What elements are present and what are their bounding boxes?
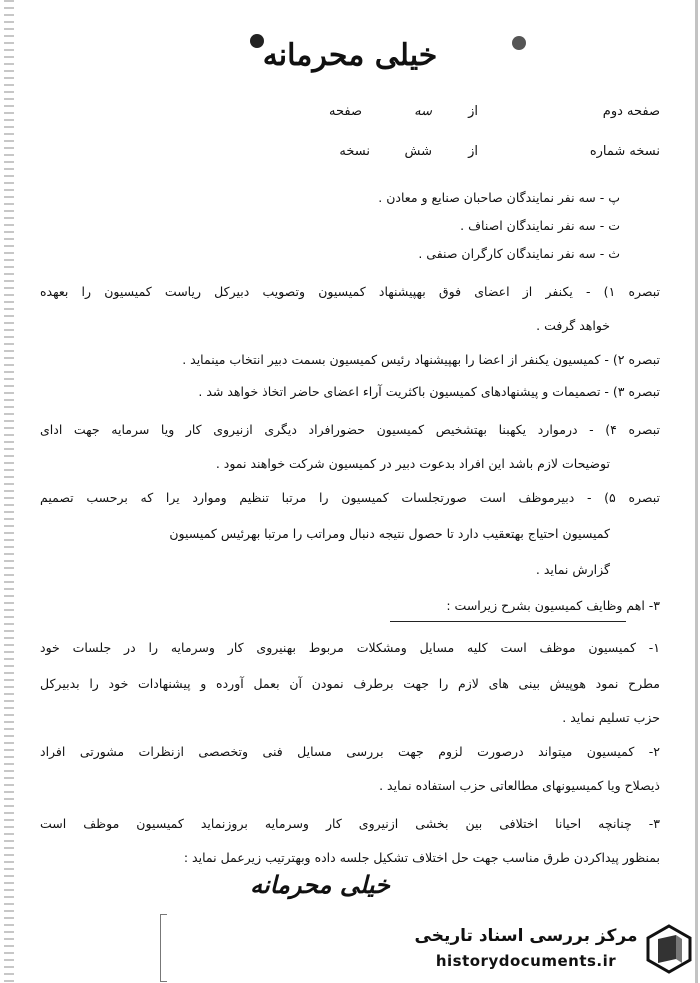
archive-logo-icon — [646, 924, 692, 974]
copy-unit: نسخه — [339, 144, 370, 159]
page-total: سه — [414, 104, 432, 119]
list-item: ث - سه نفر نمایندگان کارگران صنفی . — [418, 246, 620, 261]
page-unit: صفحه — [329, 104, 362, 119]
page-label: صفحه دوم — [602, 104, 660, 119]
duty-2-line-1: ۲- کمیسیون میتواند درصورت لزوم جهت بررسی مسایل فنی وتخصصی ازنظرات مشورتی افراد — [40, 744, 660, 759]
list-item: ت - سه نفر نمایندگان اصناف . — [460, 218, 620, 233]
copy-label: نسخه شماره — [589, 144, 660, 159]
duty-1-line-2: مطرح نمود هوپیش بینی های لازم را جهت برطرف نمودن آن بعمل آورده و پیشنهادات خود را بدبیرکل — [40, 676, 660, 691]
note-1-line-2: خواهد گرفت . — [536, 318, 610, 333]
list-item: پ - سه نفر نمایندگان صاحبان صنایع و معادن . — [378, 190, 620, 205]
archive-url: historydocuments.ir — [435, 952, 617, 970]
duty-2-line-2: ذیصلاح ویا کمیسیونهای مطالعاتی حزب استفاده نماید . — [379, 778, 660, 793]
heading-underline — [390, 621, 626, 622]
copy-total: شش — [404, 144, 432, 159]
note-3: تبصره ۳) - تصمیمات و پیشنهادهای کمیسیون باکثریت آراء اعضای حاضر اتخاذ خواهد شد . — [198, 384, 660, 399]
note-2: تبصره ۲) - کمیسیون یکنفر از اعضا را بهپیشنهاد رئیس کمیسیون بسمت دبیر انتخاب مینماید . — [182, 352, 660, 367]
archive-watermark — [410, 918, 696, 980]
copy-of: از — [468, 144, 478, 159]
note-5-line-2: کمیسیون احتیاج بهتعقیب دارد تا حصول نتیجه دنبال ومراتب را مرتبا بهرئیس کمیسیون — [169, 526, 610, 541]
note-5-line-1: تبصره ۵) - دبیرموظف است صورتجلسات کمیسیون را مرتبا تنظیم وموارد یرا که برحسب تصمیم — [40, 490, 660, 505]
classification-footer: خیلی محرمانه — [250, 870, 390, 899]
note-5-line-3: گزارش نماید . — [535, 562, 610, 577]
note-4-line-2: توضیحات لازم باشد این افراد بدعوت دبیر در کمیسیون شرکت خواهند نمود . — [215, 456, 610, 471]
page-of: از — [468, 104, 478, 119]
duty-3-line-1: ۳- چنانچه احیانا اختلافی بین بخشی ازنیروی کار وسرمایه بروزنماید کمیسیون موظف است — [40, 816, 660, 831]
classification-header: خیلی محرمانه — [262, 38, 438, 73]
archive-name: مرکز بررسی اسناد تاریخی — [414, 926, 638, 946]
duty-1-line-1: ۱- کمیسیون موظف است کلیه مسایل ومشکلات مربوط بهنیروی کار وسرمایه را در جلسات خود — [40, 640, 660, 655]
scan-margin — [160, 914, 167, 982]
section-heading: ۳- اهم وظایف کمیسیون بشرح زیراست : — [446, 598, 660, 613]
duty-3-line-2: بمنظور پیداکردن طرق مناسب جهت حل اختلاف تشکیل جلسه داده وبهترتیب زیرعمل نماید : — [183, 850, 660, 865]
note-1-line-1: تبصره ۱) - یکنفر از اعضای فوق بهپیشنهاد کمیسیون وتصویب دبیرکل ریاست کمیسیون را بعهده — [40, 284, 660, 299]
copy-info — [0, 144, 700, 164]
page-info — [0, 104, 700, 124]
duty-1-line-3: حزب تسلیم نماید . — [562, 710, 660, 725]
note-4-line-1: تبصره ۴) - درموارد یکهبنا بهتشخیص کمیسیون حضورافراد دیگری ازنیروی کار ویا سرمایه جهت ادای — [40, 422, 660, 437]
